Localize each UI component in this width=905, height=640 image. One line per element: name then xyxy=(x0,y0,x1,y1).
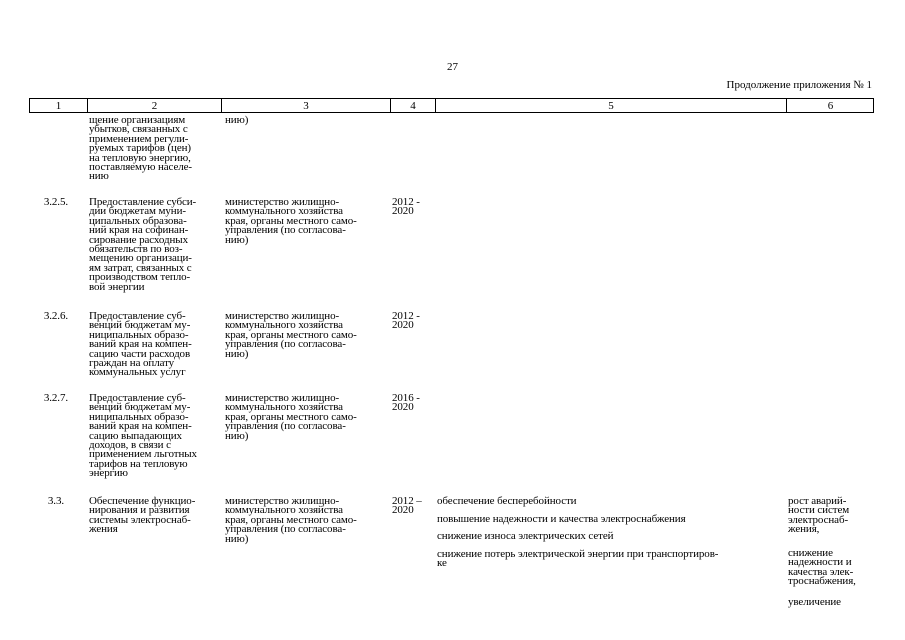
row-executor: министерство жилищно- коммунального хозяйства края, органы местного само- управления (по согласова- нию) xyxy=(225,495,357,545)
row-indicator: увеличение xyxy=(788,596,841,608)
row-result: повышение надежности и качества электроснабжения xyxy=(437,513,686,525)
row-number: 3.3. xyxy=(47,495,64,507)
row-description: Обеспечение функцио- нирования и развития системы электроснаб- жения xyxy=(89,495,196,536)
row-number: 3.2.5. xyxy=(43,196,68,208)
row-description: Предоставление суб- венций бюджетам му- ниципальных образо- ваний края на компен- сацию выпадающих доходов, в связи с применением льготных тарифов на тепловую энергию xyxy=(89,392,197,480)
row-period: 2012 - 2020 xyxy=(392,196,420,218)
table-header-row xyxy=(29,98,874,113)
row-period: 2012 – 2020 xyxy=(392,495,422,517)
row-indicator: снижение надежности и качества элек- троснабжения, xyxy=(788,547,856,588)
appendix-continuation-note: Продолжение приложения № 1 xyxy=(726,79,872,91)
row-result: снижение износа электрических сетей xyxy=(437,530,614,542)
row-period: 2016 - 2020 xyxy=(392,392,420,414)
row-executor: министерство жилищно- коммунального хозяйства края, органы местного само- управления (по согласова- нию) xyxy=(225,392,357,442)
row-executor: нию) xyxy=(225,114,249,126)
page-number: 27 xyxy=(447,61,458,73)
row-indicator: рост аварий- ности систем электроснаб- жения, xyxy=(788,495,850,536)
row-number: 3.2.7. xyxy=(43,392,68,404)
header-col-3: 3 xyxy=(303,100,309,112)
header-col-4: 4 xyxy=(410,100,416,112)
row-executor: министерство жилищно- коммунального хозяйства края, органы местного само- управления (по согласова- нию) xyxy=(225,196,357,246)
row-period: 2012 - 2020 xyxy=(392,310,420,332)
row-description: щение организациям убытков, связанных с применением регули- руемых тарифов (цен) на тепловую энергию, поставляемую населе- нию xyxy=(89,114,192,183)
header-col-2: 2 xyxy=(151,100,158,112)
header-col-6: 6 xyxy=(827,100,834,112)
row-description: Предоставление субси- дии бюджетам муни- ципальных образова- ний края на софинан- сирование расходных обязательств по воз- мещению организаци- ям затрат, связанных с производством тепло- вой энергии xyxy=(89,196,197,293)
row-executor: министерство жилищно- коммунального хозяйства края, органы местного само- управления (по согласова- нию) xyxy=(225,310,357,360)
header-col-5: 5 xyxy=(608,100,614,112)
header-col-1: 1 xyxy=(55,100,62,112)
row-number: 3.2.6. xyxy=(43,310,68,322)
row-result: обеспечение бесперебойности xyxy=(437,495,577,507)
row-description: Предоставление суб- венций бюджетам му- ниципальных образо- ваний края на компен- сацию части расходов граждан на оплату коммунальных услуг xyxy=(89,310,192,379)
row-result: снижение потерь электрической энергии при транспортиров- ке xyxy=(437,548,719,570)
